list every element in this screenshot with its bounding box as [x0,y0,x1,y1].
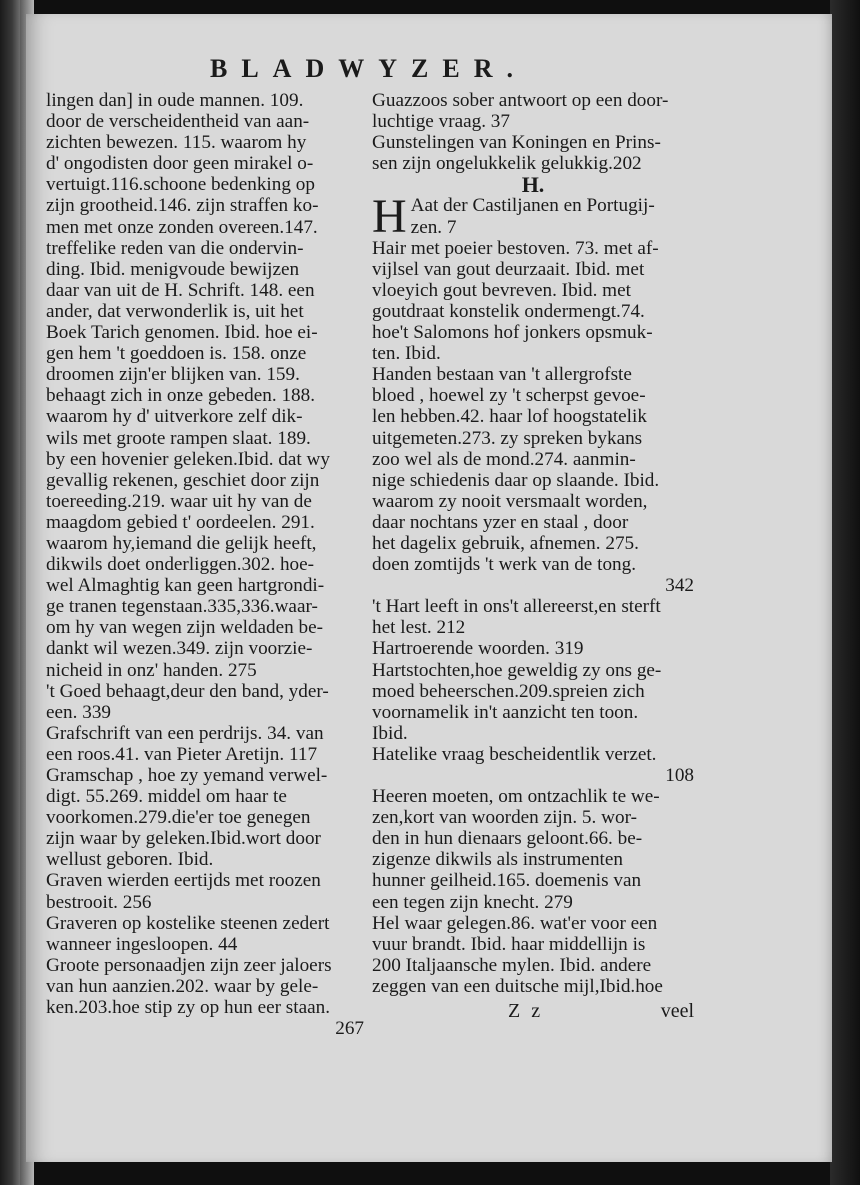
index-line: voornamelik in't aanzicht ten toon. [372,701,639,723]
index-line: vijlsel van gout deurzaait. Ibid. met [372,258,645,280]
index-line: vuur brandt. Ibid. haar middellijn is [372,933,646,955]
index-line: Gramschap , hoe zy yemand verwel- [46,765,328,786]
index-line: om hy van wegen zijn weldaden be- [46,617,324,639]
index-line: vertuigt.116.schoone bedenking op [46,174,315,196]
index-line: wanneer ingesloopen. 44 [46,933,238,955]
index-line: zen,kort van woorden zijn. 5. wor- [372,807,637,829]
index-line: bloed , hoewel zy 't scherpst gevoe- [372,385,646,407]
index-line: ge tranen tegenstaan.335,336.waar- [46,596,318,618]
index-line: ken.203.hoe stip zy op hun eer staan. [46,997,331,1019]
index-line: waarom hy d' uitverkore zelf dik- [46,406,303,428]
index-line: Groote personaadjen zijn zeer jaloers [46,954,332,976]
index-line: een. 339 [46,701,112,723]
index-line: lingen dan] in oude mannen. 109. [46,90,304,111]
index-line: Hel waar gelegen.86. wat'er voor een [372,912,658,934]
index-line: ten. Ibid. [372,343,441,365]
index-line: toereeding.219. waar uit hy van de [46,490,312,512]
index-line: H Aat der Castiljanen en Portugij- [372,190,655,244]
index-line: sen zijn ongelukkelik gelukkig.202 [372,153,642,175]
index-line: 108 [665,765,694,786]
catchword: veel [660,1000,694,1022]
index-line: voorkomen.279.die'er toe genegen [46,807,311,829]
index-line: 't Goed behaagt,deur den band, yder- [46,680,329,702]
index-line: dankt wil wezen.349. zijn voorzie- [46,638,313,660]
index-line: daar van uit de H. Schrift. 148. een [46,279,315,301]
index-line: Hartroerende woorden. 319 [372,638,584,660]
index-line: digt. 55.269. middel om haar te [46,786,287,808]
index-line: Gunstelingen van Koningen en Prins- [372,132,661,154]
index-line: 200 Italjaansche mylen. Ibid. andere [372,954,652,976]
index-line: 't Hart leeft in ons't allereerst,en sterft [372,596,661,618]
index-line: moed beheerschen.209.spreien zich [372,680,645,702]
index-line: zoo wel als de mond.274. aanmin- [372,448,636,470]
index-line: nige schiedenis daar op slaande. Ibid. [372,469,660,491]
index-line: Heeren moeten, om ontzachlik te we- [372,786,660,808]
index-line: gen hem 't goeddoen is. 158. onze [46,343,307,365]
index-line: zeggen van een duitsche mijl,Ibid.hoe [372,975,663,997]
index-line: d' ongodisten door geen mirakel o- [46,153,314,175]
index-line: Handen bestaan van 't allergrofste [372,364,632,386]
index-line: doen zomtijds 't werk van de tong. [372,554,637,576]
index-line: wellust geboren. Ibid. [46,849,214,871]
index-line: droomen zijn'er blijken van. 159. [46,364,300,386]
index-line: zen. 7 [410,216,457,238]
index-line: 267 [335,1018,364,1040]
index-line: goutdraat konstelik ondermengt.74. [372,300,645,322]
index-line: zijn grootheid.146. zijn straffen ko- [46,195,319,217]
signature-mark: Z z [508,1000,544,1022]
index-line: ander, dat verwonderlik is, uit het [46,300,304,322]
index-line: len hebben.42. haar lof hoogstatelik [372,406,647,428]
index-line: luchtige vraag. 37 [372,111,510,133]
index-line: zijn waar by geleken.Ibid.wort door [46,828,321,850]
index-line: bestrooit. 256 [46,891,152,913]
index-line: wils met groote rampen slaat. 189. [46,427,311,449]
index-line: Graven wierden eertijds met roozen [46,870,321,892]
index-line: gevallig rekenen, geschiet door zijn [46,469,320,491]
index-line: Graveren op kostelike steenen zedert [46,912,330,934]
index-line: Hatelike vraag bescheidentlik verzet. [372,743,657,765]
index-line: Hartstochten,hoe geweldig zy ons ge- [372,659,662,681]
index-line: waarom zy nooit versmaalt worden, [372,490,648,512]
index-line: zichten bewezen. 115. waarom hy [46,132,307,154]
index-line: dikwils doet onderliggen.302. hoe- [46,554,315,576]
index-line: Grafschrift van een perdrijs. 34. van [46,722,324,744]
running-header: BLADWYZER. [210,54,527,83]
index-line: door de verscheidentheid van aan- [46,111,310,133]
drop-cap: H [372,190,407,244]
index-line: 342 [665,575,694,597]
index-line: Hair met poeier bestoven. 73. met af- [372,237,659,259]
index-line: Ibid. [372,722,408,744]
index-line: wel Almaghtig kan geen hartgrondi- [46,575,325,597]
index-line: men met onze zonden overeen.147. [46,216,318,238]
index-line: den in hun dienaars geloont.66. be- [372,828,643,850]
index-line: van hun aanzien.202. waar by gele- [46,975,319,997]
index-line: treffelike reden van die ondervin- [46,237,304,259]
index-column-left [46,90,364,1039]
index-line: maagdom gebied t' oordeelen. 291. [46,511,315,533]
index-line: Boek Tarich genomen. Ibid. hoe ei- [46,322,318,344]
section-heading: H. [521,172,545,198]
index-line: hoe't Salomons hof jonkers opsmuk- [372,322,653,344]
book-edge-right [830,0,860,1185]
index-line: het dagelix gebruik, afnemen. 275. [372,532,639,554]
index-line: uitgemeten.273. zy spreken bykans [372,427,643,449]
index-line: by een hovenier geleken.Ibid. dat wy [46,448,330,470]
index-line: ding. Ibid. menigvoude bewijzen [46,258,300,280]
index-line: nicheid in onz' handen. 275 [46,659,257,681]
index-line: een tegen zijn knecht. 279 [372,891,573,913]
index-column-right [372,90,694,997]
index-line: daar nochtans yzer en staal , door [372,511,629,533]
index-line: waarom hy,iemand die gelijk heeft, [46,532,317,554]
index-line: het lest. 212 [372,617,466,639]
index-line: Guazzoos sober antwoort op een door- [372,90,669,111]
index-line: hunner geilheid.165. doemenis van [372,870,642,892]
index-line: vloeyich gout bevreven. Ibid. met [372,279,631,301]
index-line: zigenze dikwils als instrumenten [372,849,623,871]
index-line: een roos.41. van Pieter Aretijn. 117 [46,743,318,765]
index-line: behaagt zich in onze gebeden. 188. [46,385,316,407]
